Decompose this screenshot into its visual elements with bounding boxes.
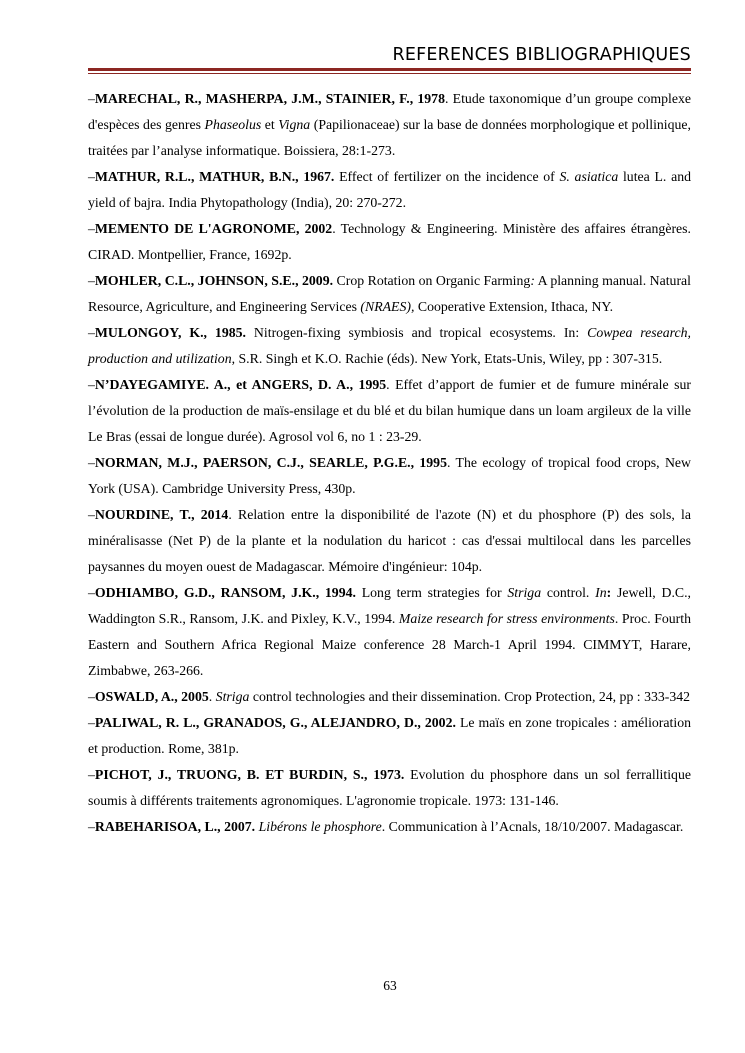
entry-dash: – — [88, 585, 95, 600]
reference-text: . Relation entre la disponibilité de l'azote (N) et du phosphore (P) des sols, la minéralisasse (Net P) de la plante et la nodulation du haricot : cas d'essai multilocal dans les parcelles paysannes du moyen ouest de Madagascar. Mémoire d'ingénieur: 104p. — [88, 507, 691, 574]
entry-dash: – — [88, 767, 95, 782]
reference-text: . Proc. Fourth Eastern and Southern Africa Regional Maize conference 28 March-1 April 1994. CIMMYT, Harare, Zimbabwe, 263-266. — [88, 611, 691, 678]
reference-text: Effect of fertilizer on the incidence of — [334, 169, 560, 184]
reference-italic: Vigna — [278, 117, 311, 132]
header-rule-thick — [88, 68, 691, 71]
reference-italic: Libérons le phosphore — [258, 819, 382, 834]
reference-text: lutea L. and yield of bajra. India Phytopathology (India), 20: 270-272. — [88, 169, 691, 210]
reference-entry — [88, 684, 691, 710]
reference-italic: Maize research for stress environments — [398, 611, 615, 626]
header-rule-thin — [88, 73, 691, 74]
entry-dash: – — [88, 325, 95, 340]
reference-text: . The ecology of tropical food crops, New York (USA). Cambridge University Press, 430p. — [88, 455, 691, 496]
reference-text: . — [208, 689, 216, 704]
reference-text: et — [261, 117, 279, 132]
reference-entry — [88, 580, 691, 684]
reference-entry — [88, 502, 691, 580]
reference-entry — [88, 320, 691, 372]
reference-entry — [88, 710, 691, 762]
reference-entry — [88, 450, 691, 502]
reference-italic: Striga — [507, 585, 542, 600]
entry-dash: – — [88, 819, 95, 834]
reference-text: (Papilionaceae) sur la base de données morphologique et pollinique, traitées par l’analyse informatique. Boissiera, 28:1-273. — [88, 117, 692, 158]
reference-author: RABEHARISOA, L., 2007. — [94, 819, 256, 834]
reference-text: . Effet d’apport de fumier et de fumure minérale sur l’évolution de la production de maïs-ensilage et du blé et du bilan humique dans un loam argileux de la ville Le Bras (essai de longue durée). Agrosol vol 6, no 1 : 23-29. — [88, 377, 691, 444]
reference-italic: In — [595, 585, 607, 600]
reference-text: Le maïs en zone tropicales : amélioration et production. Rome, 381p. — [88, 715, 691, 756]
reference-italic: Cowpea research, production and utilization — [88, 325, 692, 366]
reference-entry — [88, 86, 691, 164]
reference-text: Long term strategies for — [355, 585, 508, 600]
reference-author: NOURDINE, T., 2014 — [94, 507, 229, 522]
reference-text: Jewell, D.C., Waddington S.R., Ransom, J.K. and Pixley, K.V., 1994. — [88, 585, 691, 626]
reference-text: Crop Rotation on Organic Farming — [333, 273, 531, 288]
reference-text: A planning manual. Natural Resource, Agriculture, and Engineering Services — [88, 273, 691, 314]
reference-entry — [88, 268, 691, 320]
reference-author: MOHLER, C.L., JOHNSON, S.E., 2009. — [94, 273, 334, 288]
reference-entry — [88, 216, 691, 268]
reference-text: control. — [541, 585, 596, 600]
reference-italic: S. asiatica — [559, 169, 619, 184]
entry-dash: – — [88, 221, 95, 236]
reference-author: MATHUR, R.L., MATHUR, B.N., 1967. — [94, 169, 335, 184]
reference-text: . Etude taxonomique d’un groupe complexe d'espèces des genres — [88, 91, 691, 132]
page-number: 63 — [383, 978, 397, 993]
reference-text: , S.R. Singh et K.O. Rachie (éds). New York, Etats-Unis, Wiley, pp : 307-315. — [231, 351, 663, 366]
entry-dash: – — [88, 507, 95, 522]
reference-italic: Striga — [215, 689, 250, 704]
page-header-title: REFERENCES BIBLIOGRAPHIQUES — [392, 45, 691, 65]
reference-entry — [88, 814, 691, 840]
entry-dash: – — [88, 715, 95, 730]
reference-italic: : — [530, 273, 535, 288]
reference-author: PALIWAL, R. L., GRANADOS, G., ALEJANDRO, D., 2002. — [94, 715, 456, 730]
reference-text: control technologies and their dissemination. Crop Protection, 24, pp : 333-342 — [249, 689, 691, 704]
entry-dash: – — [88, 273, 95, 288]
reference-entry — [88, 164, 691, 216]
reference-italic: Phaseolus — [204, 117, 262, 132]
reference-author: MARECHAL, R., MASHERPA, J.M., STAINIER, F., 1978 — [94, 91, 445, 106]
entry-dash: – — [88, 455, 95, 470]
reference-text: . Communication à l’Acnals, 18/10/2007. Madagascar. — [381, 819, 684, 834]
entry-dash: – — [88, 91, 95, 106]
reference-text: Nitrogen-fixing symbiosis and tropical ecosystems. In: — [245, 325, 588, 340]
reference-author: PICHOT, J., TRUONG, B. ET BURDIN, S., 1973. — [94, 767, 405, 782]
reference-italic: (NRAES), — [360, 299, 415, 314]
reference-bold: : — [606, 585, 612, 600]
reference-author: MEMENTO DE L'AGRONOME, 2002 — [94, 221, 333, 236]
reference-author: N’DAYEGAMIYE. A., et ANGERS, D. A., 1995 — [94, 377, 387, 392]
reference-text: Evolution du phosphore dans un sol ferrallitique soumis à différents traitements agronomiques. L'agronomie tropicale. 1973: 131-146. — [88, 767, 691, 808]
reference-text: Cooperative Extension, Ithaca, NY. — [414, 299, 614, 314]
reference-entry — [88, 372, 691, 450]
reference-author: ODHIAMBO, G.D., RANSOM, J.K., 1994. — [94, 585, 356, 600]
entry-dash: – — [88, 689, 95, 704]
reference-entry — [88, 762, 691, 814]
entry-dash: – — [88, 377, 95, 392]
entry-dash: – — [88, 169, 95, 184]
reference-author: OSWALD, A., 2005 — [94, 689, 209, 704]
reference-author: NORMAN, M.J., PAERSON, C.J., SEARLE, P.G.E., 1995 — [94, 455, 447, 470]
reference-text: . Technology & Engineering. Ministère des affaires étrangères. CIRAD. Montpellier, France, 1692p. — [88, 221, 691, 262]
reference-author: MULONGOY, K., 1985. — [94, 325, 246, 340]
reference-list — [88, 86, 691, 840]
